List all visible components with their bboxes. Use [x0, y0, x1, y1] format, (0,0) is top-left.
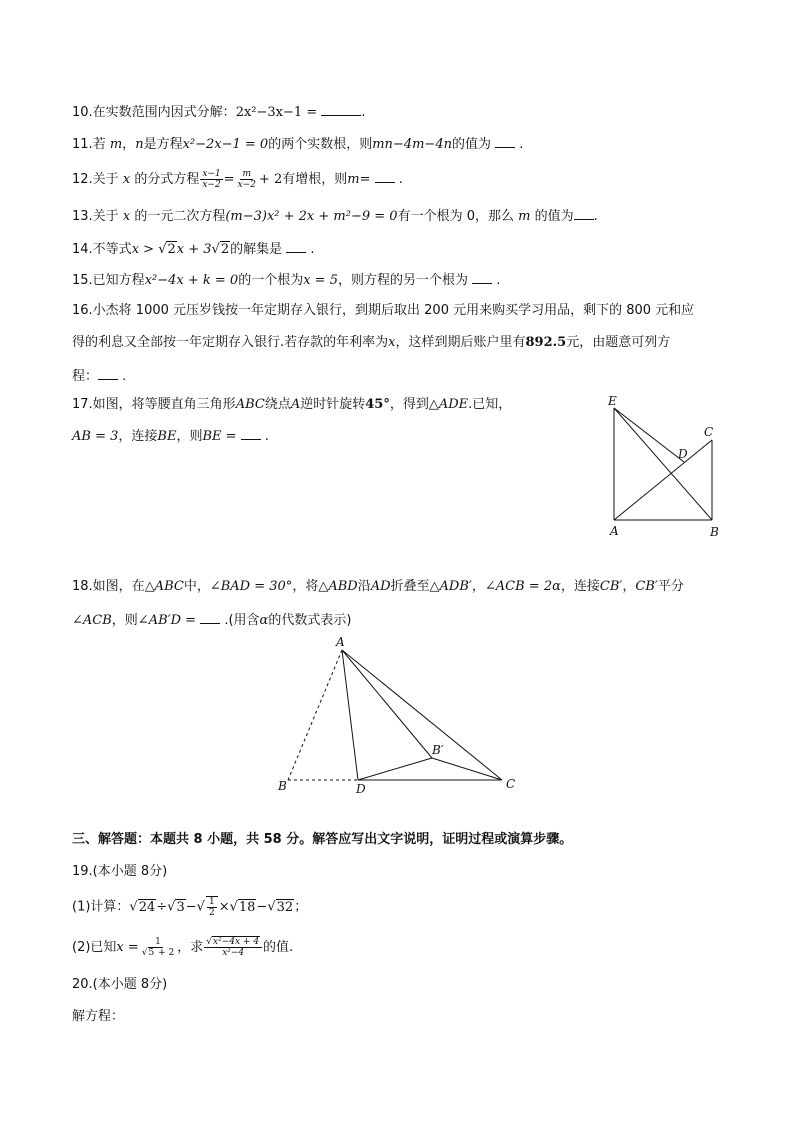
q15-post: ，则方程的另一个根为	[337, 273, 468, 288]
q13-eq: (m−3)x² + 2x + m²−9 = 0	[225, 209, 398, 224]
q10-math: 2x²−3x−1 =	[235, 105, 318, 120]
answer-blank	[375, 168, 395, 183]
question-16-line-3: 程： .	[72, 365, 126, 387]
question-19-title: 19.(本小题 8分)	[72, 864, 168, 879]
q12-pre: 12.关于	[72, 172, 119, 187]
answer-blank	[495, 133, 515, 148]
answer-blank	[574, 205, 594, 220]
q17-be: BE	[157, 429, 177, 444]
q14-pre: 14.不等式	[72, 242, 132, 257]
question-13: 13.关于 x 的一元二次方程(m−3)x² + 2x + m²−9 = 0有一个根为 0，那么 m 的值为 .	[72, 205, 598, 227]
segment-ab-prime	[342, 650, 432, 758]
q13-pre: 13.关于	[72, 209, 119, 224]
answer-blank	[200, 609, 220, 624]
q18-cb: CB′	[599, 579, 623, 594]
question-15: 15.已知方程x²−4x + k = 0的一个根为x = 5，则方程的另一个根为 .	[72, 269, 500, 291]
q14-ineq-b: 2	[167, 242, 176, 257]
question-10: 10.在实数范围内因式分解：2x²−3x−1 = .	[72, 101, 365, 123]
q19-p1-minus: −	[185, 899, 197, 915]
q12-mvar: m	[347, 172, 360, 187]
q18-line2c: .(用含	[224, 613, 260, 628]
q12-eq2: =	[359, 172, 371, 187]
q18-line2d: 的代数式表示)	[268, 613, 352, 628]
q18-line2b: ，则	[111, 613, 138, 628]
segment-eb	[614, 408, 712, 520]
q19-p1-end: ；	[294, 899, 308, 915]
question-14: 14.不等式x > √2x + 3√2的解集是 .	[72, 238, 315, 260]
label-c: C	[704, 425, 714, 439]
label-d: D	[678, 447, 688, 461]
q18-line1d: 沿	[357, 579, 371, 594]
q11-pre: 若	[92, 137, 106, 152]
q14-ineq-d: 2	[220, 242, 230, 257]
label-e: E	[608, 394, 617, 408]
question-11: 11.若 m，n是方程x²−2x−1 = 0的两个实数根，则mn−4m−4n的值为 .	[72, 133, 523, 155]
q18-adb: △ADB′	[429, 579, 472, 594]
q14-ineq-a: x >	[131, 242, 159, 257]
q16-line2b: ，这样到期后账户里有	[395, 335, 526, 350]
q19-p1-minus2: −	[256, 899, 268, 915]
answer-blank	[472, 269, 492, 284]
question-17-line-1	[72, 395, 511, 415]
q19-p1-d: 32	[276, 899, 294, 915]
q16-line2a: 得的利息又全部按一年定期存入银行.若存款的年利率为	[72, 335, 389, 350]
q13-x: x	[122, 209, 131, 224]
segment-ac	[614, 440, 712, 520]
q16-line2c: 元，由题意可列方	[566, 335, 671, 350]
q19-p1-times: ×	[218, 899, 230, 915]
q16-line3: 程：	[72, 369, 99, 384]
q14-ineq-c: x + 3	[176, 242, 212, 257]
q19-p2-mid: ，求	[177, 940, 204, 955]
q11-n: n	[135, 137, 144, 152]
q17-line1d: ，得到	[389, 397, 429, 412]
q18-line1g: ，连接	[560, 579, 600, 594]
q12-mid: 的分式方程	[134, 172, 200, 187]
q18-line2a: ∠ACB	[72, 613, 112, 628]
q17-ade: △ADE	[428, 397, 469, 412]
q18-line1c: ，将	[292, 579, 319, 594]
q12-mid2: 有增根，则	[282, 172, 348, 187]
q17-line2b: ，连接	[118, 429, 158, 444]
segment-db-prime	[358, 758, 432, 780]
q17-line1b: 绕点	[264, 397, 291, 412]
question-17-line-2: AB = 3，连接BE，则BE = .	[72, 425, 269, 447]
answer-blank	[98, 365, 118, 380]
question-19-part-1: (1)计算：√24÷√3−√ $\frac{1}{2}$ ×√18−√32；	[72, 897, 308, 918]
q11-comma: ，	[122, 137, 136, 152]
q19-p2-x: x =	[116, 940, 139, 955]
q18-line1e: 折叠至	[390, 579, 430, 594]
q16-x: x	[388, 335, 396, 350]
q19-p2-fraction-expr: $\frac{\text{√x²−4x + 4}}{\text{x²−4}}$	[204, 937, 262, 958]
q15-mid: 的一个根为	[238, 273, 304, 288]
q17-a: A	[290, 397, 301, 412]
q19-p1-b: 3	[176, 899, 185, 915]
q17-line1e: .已知，	[468, 397, 512, 412]
answer-blank	[286, 238, 306, 253]
q17-line2c: ，则	[176, 429, 203, 444]
q17-abc: ABC	[235, 397, 265, 412]
question-20-body: 解方程：	[72, 1009, 125, 1024]
q17-be2: BE =	[202, 429, 237, 444]
label-c: C	[506, 777, 516, 791]
label-d: D	[356, 782, 366, 796]
question-18-line-2	[72, 609, 351, 631]
segment-b-prime-c	[432, 758, 502, 780]
q15-pre: 15.已知方程	[72, 273, 145, 288]
q11-post: 的值为	[451, 137, 491, 152]
answer-blank	[321, 101, 361, 116]
question-19-part-2	[72, 937, 293, 958]
q17-line1a: 17.如图，将等腰直角三角形	[72, 397, 236, 412]
label-b-prime: B′	[432, 743, 444, 757]
q12-fraction-1: $\frac{x-1}{x-2}$	[202, 169, 221, 190]
question-18-line-1	[72, 577, 684, 597]
q13-m: m	[518, 209, 531, 224]
q11-m: m	[109, 137, 123, 152]
q11-mid2: 的两个实数根，则	[268, 137, 373, 152]
label-b: B	[278, 779, 287, 793]
q18-line1a: 18.如图，在	[72, 579, 145, 594]
q19-p1-pre: (1)计算：	[72, 899, 130, 915]
q12-eq: =	[223, 172, 235, 187]
q17-line1c: 逆时针旋转	[300, 397, 366, 412]
q18-acb: ∠ACB = 2α	[484, 579, 561, 594]
q18-abc: △ABC	[144, 579, 184, 594]
q17-angle: 45°	[365, 397, 390, 412]
q14-post: 的解集是	[230, 242, 283, 257]
q12-plus2: + 2	[258, 172, 283, 187]
q18-figure	[270, 630, 530, 800]
q18-alpha: α	[259, 613, 269, 628]
q18-cb2: CB′	[635, 579, 658, 594]
section-3-heading: 三、解答题：本题共 8 小题，共 58 分。解答应写出文字说明，证明过程或演算步骤。	[72, 832, 573, 847]
question-12: 12.关于 x 的分式方程 $\frac{x-1}{x-2}$ = $\frac{m}{x-2}$ + 2有增根，则m= .	[72, 169, 403, 190]
question-16-line-1: 16.小杰将 1000 元压岁钱按一年定期存入银行，到期后取出 200 元用来购买学习用品，剩下的 800 元和应	[72, 303, 695, 318]
q17-figure	[600, 390, 730, 540]
q18-line1h: ，	[622, 579, 636, 594]
q15-root: x = 5	[303, 273, 338, 288]
q19-p1-fraction: $\frac{1}{2}$	[206, 896, 218, 918]
q18-line1i: 平分	[657, 579, 684, 594]
q18-abd: △ABD	[318, 579, 358, 594]
q19-p1-div: ÷	[156, 899, 168, 915]
q19-p2-fraction-x: $\frac{1}{√5 + 2}$	[141, 937, 175, 958]
q18-line1f: ，	[471, 579, 485, 594]
q18-bad: ∠BAD = 30°	[209, 579, 293, 594]
q12-x: x	[122, 172, 131, 187]
q19-p1-a: 24	[138, 899, 156, 915]
q13-mid2: 有一个根为 0，那么	[397, 209, 514, 224]
q11-num: 11.	[72, 137, 93, 152]
segment-ed	[614, 408, 684, 462]
q17-ab: AB = 3	[72, 429, 119, 444]
label-a: A	[336, 635, 345, 649]
q19-p2-post: 的值.	[263, 940, 294, 955]
q13-post: 的值为	[534, 209, 574, 224]
q11-mid: 是方程	[143, 137, 183, 152]
label-a: A	[610, 524, 619, 538]
q18-line1b: 中，	[183, 579, 210, 594]
q12-fraction-2: $\frac{m}{x-2}$	[237, 169, 256, 190]
q18-abd2: ∠AB′D =	[137, 613, 197, 628]
q10-text: 10.在实数范围内因式分解：	[72, 105, 236, 120]
q11-eq: x²−2x−1 = 0	[182, 137, 269, 152]
segment-ad	[342, 650, 358, 780]
q11-expr: mn−4m−4n	[372, 137, 452, 152]
q15-eq: x²−4x + k = 0	[144, 273, 239, 288]
question-16-line-2	[72, 333, 670, 353]
q19-p2-pre: (2)已知	[72, 940, 117, 955]
q19-p1-c: 18	[238, 899, 256, 915]
q13-mid: 的一元二次方程	[134, 209, 226, 224]
answer-blank	[241, 425, 261, 440]
q18-ad: AD	[370, 579, 391, 594]
q16-amount: 892.5	[525, 335, 567, 350]
segment-ab-dashed	[288, 650, 342, 780]
question-20-title: 20.(本小题 8分)	[72, 977, 168, 992]
label-b: B	[710, 525, 719, 539]
